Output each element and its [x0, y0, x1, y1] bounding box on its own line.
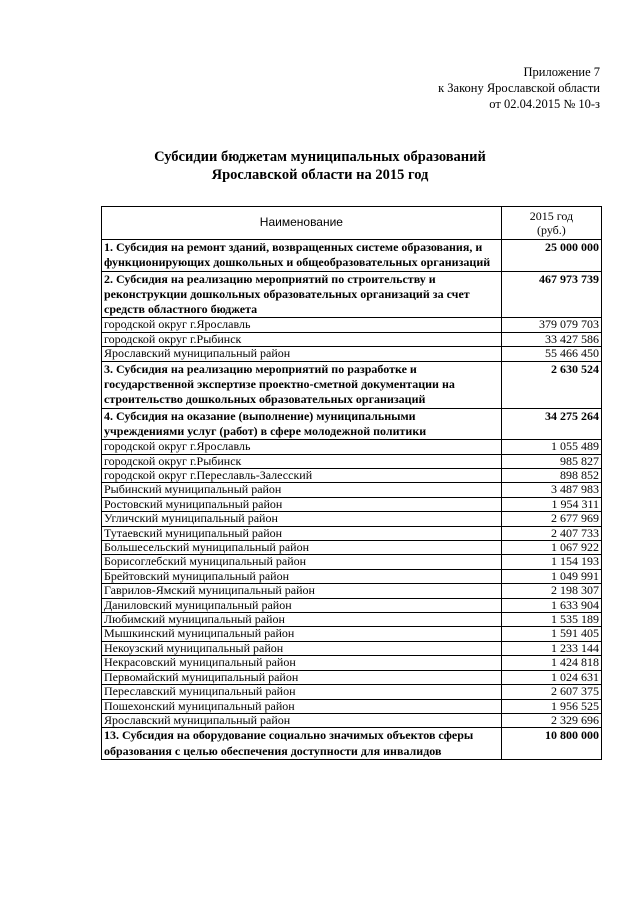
column-header-name: Наименование: [102, 207, 502, 240]
table-row: [102, 440, 602, 454]
table-row: [102, 526, 602, 540]
table-row: [102, 555, 602, 569]
row-name: городской округ г.Переславль-Залесский: [102, 469, 502, 483]
table-row-section-4: [102, 408, 602, 440]
row-amount: 1 049 991: [501, 569, 601, 583]
row-amount: 1 154 193: [501, 555, 601, 569]
column-header-amount: [501, 207, 601, 240]
row-name: Борисоглебский муниципальный район: [102, 555, 502, 569]
row-name: Первомайский муниципальный район: [102, 670, 502, 684]
title-line-2: Ярославской области на 2015 год: [211, 167, 429, 183]
row-amount: 2 329 696: [501, 713, 601, 727]
row-name: Мышкинский муниципальный район: [102, 627, 502, 641]
row-amount: 1 591 405: [501, 627, 601, 641]
row-name: Любимский муниципальный район: [102, 613, 502, 627]
table-row: [102, 584, 602, 598]
row-name: Некрасовский муниципальный район: [102, 656, 502, 670]
title-line-1: Субсидии бюджетам муниципальных образований: [154, 149, 486, 165]
table-header-row: [102, 207, 602, 240]
table-row: [102, 454, 602, 468]
table-row: [102, 541, 602, 555]
row-name: 1. Субсидия на ремонт зданий, возвращенных системе образования, и функционирующих дошкольных и общеобразовательных организаций: [102, 240, 502, 272]
row-name: Некоузский муниципальный район: [102, 641, 502, 655]
table-row: [102, 569, 602, 583]
row-name: Пошехонский муниципальный район: [102, 699, 502, 713]
row-amount: 2 407 733: [501, 526, 601, 540]
table-row: [102, 699, 602, 713]
table-row-section-1: [102, 240, 602, 272]
row-name: городской округ г.Рыбинск: [102, 454, 502, 468]
row-amount: 379 079 703: [501, 318, 601, 332]
row-name: 3. Субсидия на реализацию мероприятий по разработке и государственной экспертизе проектно-сметной документации на строительство дошкольных образовательных организаций: [102, 361, 502, 408]
table-row: [102, 598, 602, 612]
row-amount: 2 677 969: [501, 512, 601, 526]
table-row: [102, 656, 602, 670]
row-name: Ярославский муниципальный район: [102, 347, 502, 361]
table-row-section-2: [102, 271, 602, 318]
law-date: от 02.04.2015 № 10-з: [489, 97, 600, 111]
row-name: Ростовский муниципальный район: [102, 497, 502, 511]
row-name: Гаврилов-Ямский муниципальный район: [102, 584, 502, 598]
row-amount: 25 000 000: [501, 240, 601, 272]
row-amount: 10 800 000: [501, 728, 601, 760]
table-row: [102, 670, 602, 684]
row-name: 13. Субсидия на оборудование социально значимых объектов сферы образования с целью обеспечения доступности для инвалидов: [102, 728, 502, 760]
row-name: городской округ г.Рыбинск: [102, 332, 502, 346]
row-amount: 1 233 144: [501, 641, 601, 655]
row-amount: 2 607 375: [501, 685, 601, 699]
row-name: городской округ г.Ярославль: [102, 440, 502, 454]
law-reference: к Закону Ярославской области: [438, 81, 600, 95]
row-name: Большесельский муниципальный район: [102, 541, 502, 555]
row-amount: 1 024 631: [501, 670, 601, 684]
row-name: Ярославский муниципальный район: [102, 713, 502, 727]
row-name: Даниловский муниципальный район: [102, 598, 502, 612]
row-amount: 3 487 983: [501, 483, 601, 497]
row-amount: 985 827: [501, 454, 601, 468]
column-header-unit: (руб.): [537, 223, 566, 237]
row-name: Угличский муниципальный район: [102, 512, 502, 526]
table-row: [102, 713, 602, 727]
table-row: [102, 627, 602, 641]
table-row: [102, 512, 602, 526]
row-name: Тутаевский муниципальный район: [102, 526, 502, 540]
row-amount: 1 956 525: [501, 699, 601, 713]
table-row-section-13: [102, 728, 602, 760]
table-row-section-3: [102, 361, 602, 408]
table-row: [102, 318, 602, 332]
row-amount: 2 198 307: [501, 584, 601, 598]
row-name: Переславский муниципальный район: [102, 685, 502, 699]
appendix-number: Приложение 7: [523, 65, 600, 79]
document-header: [438, 64, 600, 112]
row-name: Рыбинский муниципальный район: [102, 483, 502, 497]
subsidies-table: [101, 206, 602, 760]
row-name: городской округ г.Ярославль: [102, 318, 502, 332]
document-title: [0, 148, 640, 184]
table-row: [102, 613, 602, 627]
table-row: [102, 469, 602, 483]
table-row: [102, 347, 602, 361]
table-row: [102, 332, 602, 346]
table-row: [102, 497, 602, 511]
column-header-year: 2015 год: [529, 209, 574, 223]
row-amount: 55 466 450: [501, 347, 601, 361]
table-row: [102, 685, 602, 699]
row-amount: 1 067 922: [501, 541, 601, 555]
row-amount: 2 630 524: [501, 361, 601, 408]
row-amount: 1 535 189: [501, 613, 601, 627]
row-name: 4. Субсидия на оказание (выполнение) муниципальными учреждениями услуг (работ) в сфере молодежной политики: [102, 408, 502, 440]
row-amount: 1 055 489: [501, 440, 601, 454]
row-amount: 34 275 264: [501, 408, 601, 440]
row-name: 2. Субсидия на реализацию мероприятий по строительству и реконструкции дошкольных образовательных организаций за счет средств областного бюджета: [102, 271, 502, 318]
row-amount: 467 973 739: [501, 271, 601, 318]
row-amount: 33 427 586: [501, 332, 601, 346]
row-amount: 898 852: [501, 469, 601, 483]
row-amount: 1 954 311: [501, 497, 601, 511]
row-amount: 1 424 818: [501, 656, 601, 670]
table-row: [102, 641, 602, 655]
row-name: Брейтовский муниципальный район: [102, 569, 502, 583]
table-row: [102, 483, 602, 497]
row-amount: 1 633 904: [501, 598, 601, 612]
